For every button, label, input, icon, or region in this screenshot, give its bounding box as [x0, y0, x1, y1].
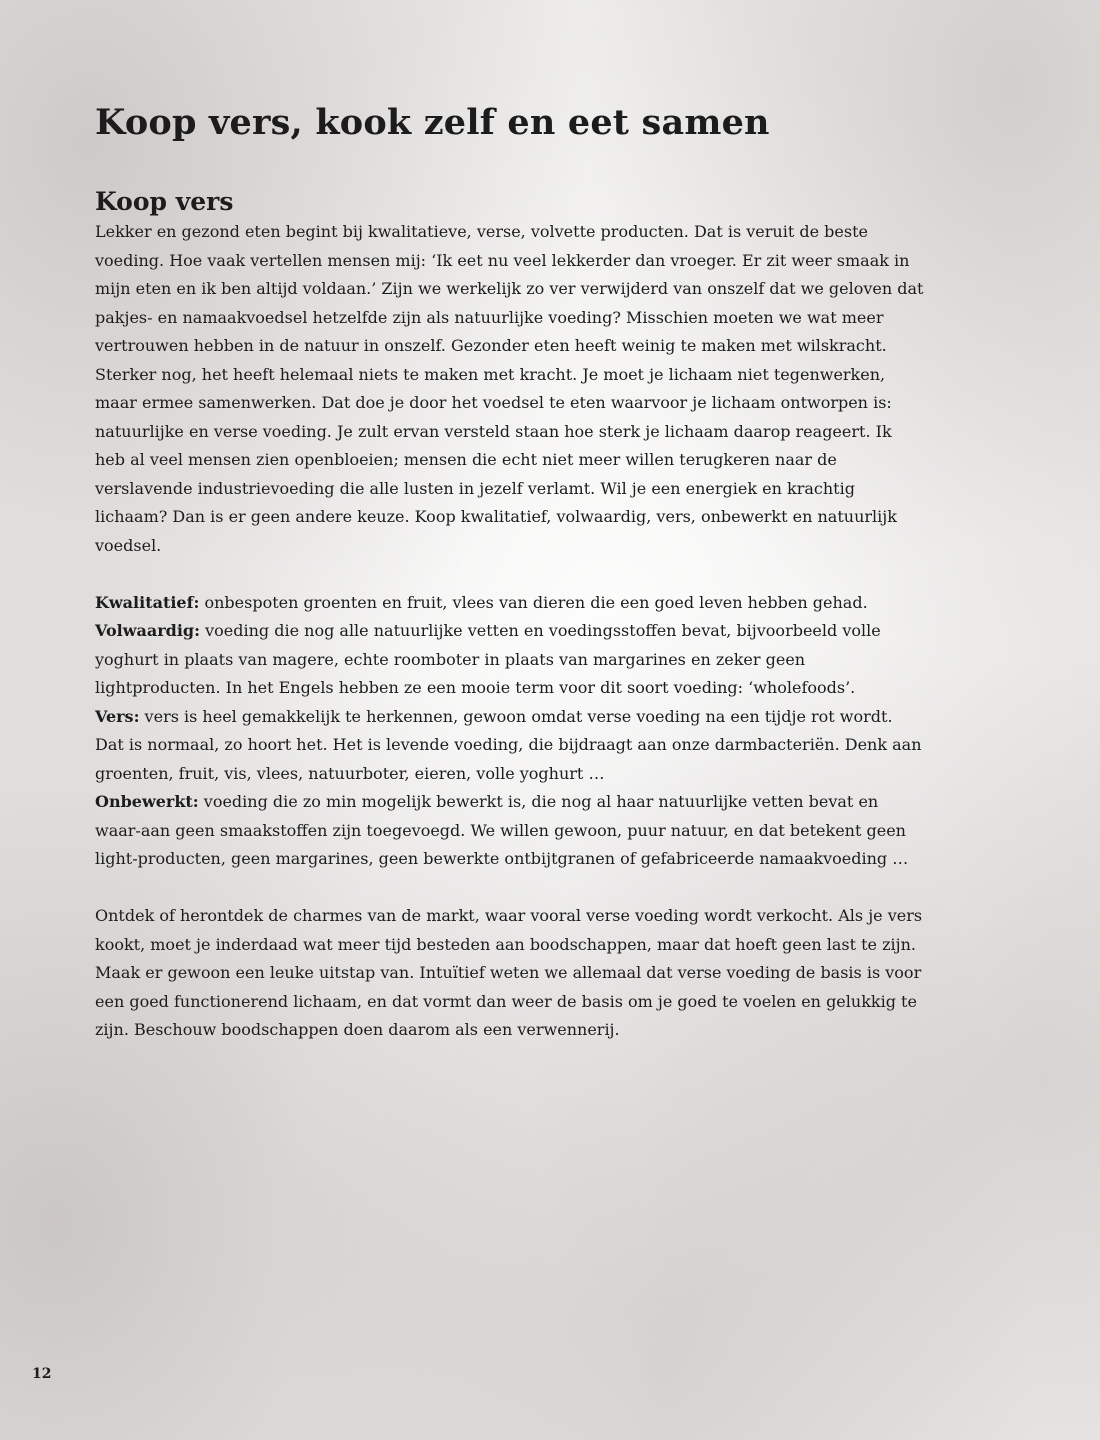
- page-title: Koop vers, kook zelf en eet samen: [95, 102, 770, 143]
- definition-text: voeding die zo min mogelijk bewerkt is, die nog al haar natuurlijke vetten bevat en waar-aan geen smaakstoffen zijn toegevoegd. We willen gewoon, puur natuur, en dat betekent geen light-producten, geen margarines, geen bewerkte ontbijtgranen of gefabriceerde namaakvoeding …: [95, 792, 909, 868]
- definition-term: Vers:: [95, 706, 140, 726]
- page-number: 12: [32, 1366, 52, 1382]
- definition-term: Volwaardig:: [95, 621, 200, 640]
- definition-list: [95, 589, 925, 874]
- definition-item: [95, 589, 925, 618]
- definition-text: vers is heel gemakkelijk te herkennen, gewoon omdat verse voeding na een tijdje rot wordt. Dat is normaal, zo hoort het. Het is levende voeding, die bijdraagt aan onze darmbacteriën. Denk aan groenten, fruit, vis, vlees, natuurboter, eieren, volle yoghurt …: [95, 706, 922, 783]
- definition-text: voeding die nog alle natuurlijke vetten en voedingsstoffen bevat, bijvoorbeeld volle yoghurt in plaats van magere, echte roomboter in plaats van margarines en zeker geen lightproducten. In het Engels hebben ze een mooie term voor dit soort voeding: ‘wholefoods’.: [95, 621, 881, 697]
- definition-text: onbespoten groenten en fruit, vlees van dieren die een goed leven hebben gehad.: [199, 592, 868, 612]
- definition-item: [95, 788, 925, 874]
- definition-term: Onbewerkt:: [95, 792, 199, 811]
- definition-item: [95, 703, 925, 789]
- section-heading: Koop vers: [95, 187, 234, 216]
- definition-item: [95, 617, 925, 703]
- closing-paragraph: Ontdek of herontdek de charmes van de markt, waar vooral verse voeding wordt verkocht. Als je vers kookt, moet je inderdaad wat meer tijd besteden aan boodschappen, maar dat hoeft geen last te zijn. Maak er gewoon een leuke uitstap van. Intuïtief weten we allemaal dat verse voeding de basis is voor een goed functionerend lichaam, en dat vormt dan weer de basis om je goed te voelen en gelukkig te zijn. Beschouw boodschappen doen daarom als een verwennerij.: [95, 906, 923, 1039]
- page-content: [95, 100, 925, 1045]
- intro-paragraph: Lekker en gezond eten begint bij kwalitatieve, verse, volvette producten. Dat is veruit de beste voeding. Hoe vaak vertellen mensen mij: ‘Ik eet nu veel lekkerder dan vroeger. Er zit weer smaak in mijn eten en ik ben altijd voldaan.’ Zijn we werkelijk zo ver verwijderd van onszelf dat we geloven dat pakjes- en namaakvoedsel hetzelfde zijn als natuurlijke voeding? Misschien moeten we wat meer vertrouwen hebben in de natuur in onszelf. Gezonder eten heeft weinig te maken met wilskracht. Sterker nog, het heeft helemaal niets te maken met kracht. Je moet je lichaam niet tegenwerken, maar ermee samenwerken. Dat doe je door het voedsel te eten waarvoor je lichaam ontworpen is: natuurlijke en verse voeding. Je zult ervan versteld staan hoe sterk je lichaam daarop reageert. Ik heb al veel mensen zien openbloeien; mensen die echt niet meer willen terugkeren naar de verslavende industrievoeding die alle lusten in jezelf verlamt. Wil je een energiek en krachtig lichaam? Dan is er geen andere keuze. Koop kwalitatief, volwaardig, vers, onbewerkt en natuurlijk voedsel.: [95, 222, 924, 555]
- definition-term: Kwalitatief:: [95, 592, 200, 612]
